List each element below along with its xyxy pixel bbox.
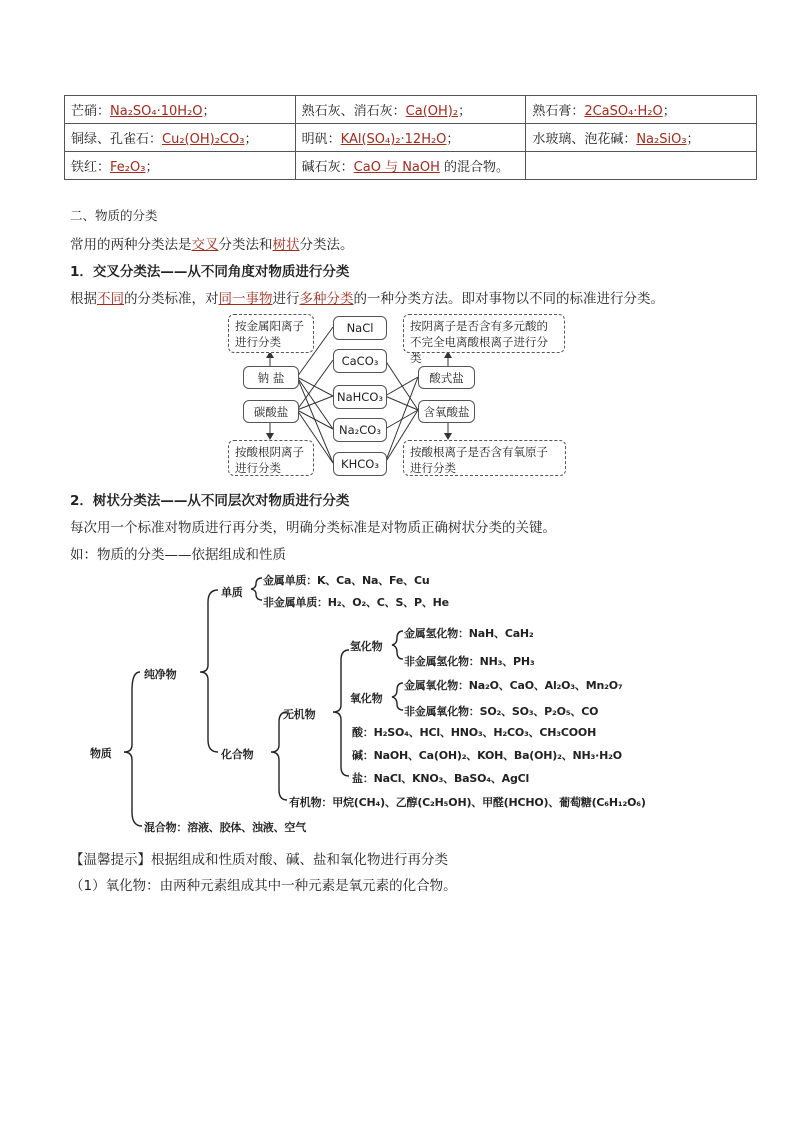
tree-paragraph: 每次用一个标准对物质进行再分类，明确分类标准是对物质正确树状分类的关键。	[70, 520, 556, 536]
tree-pure-substance: 纯净物	[144, 668, 177, 681]
cross-paragraph: 根据不同的分类标准，对同一事物进行多种分类的一种分类方法。即对事物以不同的标准进行分类。	[70, 291, 664, 307]
tree-root: 物质	[90, 747, 112, 760]
intro-paragraph: 常用的两种分类法是交叉分类法和树状分类法。	[70, 237, 354, 253]
node-na2co3: Na₂CO₃	[333, 418, 387, 442]
node-nahco3: NaHCO₃	[333, 385, 387, 409]
tree-oxide: 氧化物	[350, 692, 383, 705]
tree-example-label: 如：物质的分类——依据组成和性质	[70, 547, 286, 563]
tree-nonmetal-oxide: 非金属氧化物：SO₂、SO₃、P₂O₅、CO	[404, 705, 599, 718]
table-cell: 芒硝：Na₂SO₄·10H₂O；	[65, 96, 296, 124]
tip-heading: 【温馨提示】根据组成和性质对酸、碱、盐和氧化物进行再分类	[70, 852, 448, 868]
tree-hydride: 氢化物	[350, 640, 383, 653]
tree-nonmetal-hydride: 非金属氢化物：NH₃、PH₃	[404, 655, 535, 668]
tree-inorganic: 无机物	[283, 708, 316, 721]
tree-metal-element: 金属单质：K、Ca、Na、Fe、Cu	[263, 574, 430, 587]
tree-mixture: 混合物：溶液、胶体、浊液、空气	[144, 821, 306, 834]
node-nacl: NaCl	[333, 316, 387, 340]
note-acid-salt-criterion: 按阴离子是否含有多元酸的不完全电离酸根离子进行分类	[403, 314, 565, 353]
section-title: 二、物质的分类	[70, 208, 158, 223]
tip-oxide-definition: （1）氧化物：由两种元素组成其中一种元素是氧元素的化合物。	[70, 878, 457, 894]
note-metal-cation: 按金属阳离子进行分类	[228, 314, 314, 353]
tree-metal-hydride: 金属氢化物：NaH、CaH₂	[404, 627, 534, 640]
note-acid-anion: 按酸根阴离子进行分类	[228, 440, 314, 476]
node-caco3: CaCO₃	[333, 349, 387, 373]
tree-salt: 盐：NaCl、KNO₃、BaSO₄、AgCl	[352, 772, 530, 785]
node-acid-salt: 酸式盐	[418, 366, 475, 389]
table-cell: 明矾：KAl(SO₄)₂·12H₂O；	[295, 124, 526, 152]
table-cell: 水玻璃、泡花碱：Na₂SiO₃；	[526, 124, 757, 152]
table-cell: 熟石膏：2CaSO₄·H₂O；	[526, 96, 757, 124]
node-khco3: KHCO₃	[333, 452, 387, 476]
tree-base: 碱：NaOH、Ca(OH)₂、KOH、Ba(OH)₂、NH₃·H₂O	[352, 749, 622, 762]
tree-nonmetal-element: 非金属单质：H₂、O₂、C、S、P、He	[263, 596, 449, 609]
tree-acid: 酸：H₂SO₄、HCl、HNO₃、H₂CO₃、CH₃COOH	[352, 726, 597, 739]
tree-metal-oxide: 金属氧化物：Na₂O、CaO、Al₂O₃、Mn₂O₇	[404, 679, 623, 692]
node-oxyacid-salt: 含氧酸盐	[418, 400, 475, 423]
tree-element: 单质	[221, 586, 243, 599]
heading-tree-classification: 2．树状分类法——从不同层次对物质进行分类	[70, 493, 350, 509]
table-cell: 碱石灰：CaO 与 NaOH 的混合物。	[295, 152, 526, 180]
table-cell: 熟石灰、消石灰：Ca(OH)₂；	[295, 96, 526, 124]
tree-compound: 化合物	[221, 748, 254, 761]
table-cell: 铜绿、孔雀石：Cu₂(OH)₂CO₃；	[65, 124, 296, 152]
table-cell: 铁红：Fe₂O₃；	[65, 152, 296, 180]
tree-organic: 有机物：甲烷(CH₄)、乙醇(C₂H₅OH)、甲醛(HCHO)、葡萄糖(C₆H₁₂O₆)	[289, 796, 646, 809]
note-oxygen-criterion: 按酸根离子是否含有氧原子进行分类	[403, 440, 566, 476]
node-sodium-salt: 钠 盐	[243, 366, 299, 389]
node-carbonate: 碳酸盐	[243, 400, 299, 423]
heading-cross-classification: 1．交叉分类法——从不同角度对物质进行分类	[70, 264, 350, 280]
